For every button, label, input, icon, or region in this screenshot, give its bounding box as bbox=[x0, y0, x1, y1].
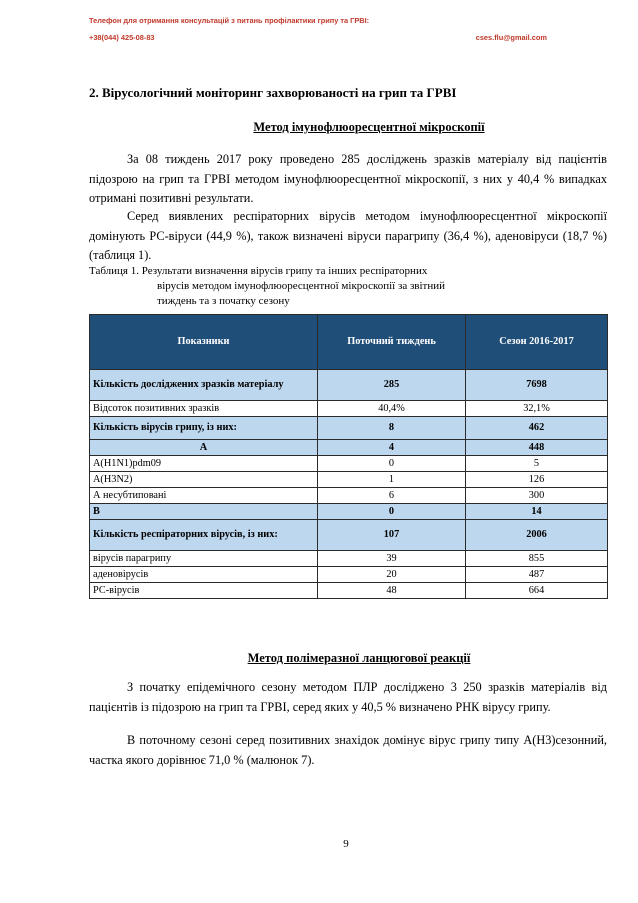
header-season: Сезон 2016-2017 bbox=[466, 315, 608, 370]
row-season: 664 bbox=[466, 583, 608, 599]
row-current: 39 bbox=[318, 551, 466, 567]
header-title: Телефон для отримання консультацій з питань профілактики грипу та ГРВІ: bbox=[89, 16, 370, 25]
row-current: 1 bbox=[318, 472, 466, 488]
table-row bbox=[90, 456, 608, 472]
row-label: вірусів парагрипу bbox=[90, 551, 318, 567]
row-season: 487 bbox=[466, 567, 608, 583]
row-label: Кількість респіраторних вірусів, із них: bbox=[90, 520, 318, 551]
row-current: 4 bbox=[318, 440, 466, 456]
table-row bbox=[90, 551, 608, 567]
row-season: 14 bbox=[466, 504, 608, 520]
table-row bbox=[90, 401, 608, 417]
row-current: 20 bbox=[318, 567, 466, 583]
row-season: 2006 bbox=[466, 520, 608, 551]
table-row bbox=[90, 370, 608, 401]
row-season: 32,1% bbox=[466, 401, 608, 417]
table-caption-line-3: тиждень та з початку сезону bbox=[157, 295, 290, 307]
table-caption bbox=[89, 264, 445, 309]
row-label: В bbox=[90, 504, 318, 520]
row-label: А(H1N1)pdm09 bbox=[90, 456, 318, 472]
section-title: 2. Вірусологічний моніторинг захворюваності на грип та ГРВІ bbox=[89, 85, 457, 100]
method-2-title: Метод полімеразної ланцюгової реакції bbox=[247, 651, 471, 665]
table-caption-line-2: вірусів методом імунофлюоресцентної мікроскопії за звітний bbox=[157, 280, 446, 292]
paragraph-2: Серед виявлених респіраторних вірусів методом імунофлюоресцентної мікроскопії домінують РС-віруси (44,9 %), також визначені віруси парагрипу (36,4 %), аденовіруси (18,7 %) (таблиця 1). bbox=[89, 209, 607, 262]
row-label: аденовірусів bbox=[90, 567, 318, 583]
paragraph-3: З початку епідемічного сезону методом ПЛР досліджено 3 250 зразків матеріалів від пацієнтів із підозрою на грип та ГРВІ, серед яких у 40,5 % визначено РНК вірусу грипу. bbox=[89, 680, 607, 714]
row-current: 40,4% bbox=[318, 401, 466, 417]
table-row bbox=[90, 520, 608, 551]
row-label: А(H3N2) bbox=[90, 472, 318, 488]
row-season: 300 bbox=[466, 488, 608, 504]
table-row bbox=[90, 504, 608, 520]
table-row bbox=[90, 583, 608, 599]
row-season: 855 bbox=[466, 551, 608, 567]
table-row bbox=[90, 472, 608, 488]
row-current: 8 bbox=[318, 417, 466, 440]
table-row bbox=[90, 567, 608, 583]
row-season: 126 bbox=[466, 472, 608, 488]
row-label: Відсоток позитивних зразків bbox=[90, 401, 318, 417]
row-season: 5 bbox=[466, 456, 608, 472]
paragraph-1: За 08 тиждень 2017 року проведено 285 досліджень зразків матеріалу від пацієнтів підозрою на грип та ГРВІ методом імунофлюоресцентної мікроскопії, з них у 40,4 % випадках отримані позитивні результати. bbox=[89, 152, 607, 205]
row-label: РС-вірусів bbox=[90, 583, 318, 599]
table-row bbox=[90, 417, 608, 440]
row-season: 7698 bbox=[466, 370, 608, 401]
table-header-row bbox=[90, 315, 608, 370]
row-season: 448 bbox=[466, 440, 608, 456]
table-row bbox=[90, 440, 608, 456]
row-label: Кількість вірусів грипу, із них: bbox=[90, 417, 318, 440]
row-current: 0 bbox=[318, 504, 466, 520]
row-current: 285 bbox=[318, 370, 466, 401]
paragraph-4: В поточному сезоні серед позитивних знахідок домінує вірус грипу типу А(Н3)сезонний, частка якого дорівнює 71,0 % (малюнок 7). bbox=[89, 733, 607, 767]
page-number: 9 bbox=[343, 838, 349, 850]
row-label: Кількість досліджених зразків матеріалу bbox=[90, 370, 318, 401]
results-table bbox=[89, 314, 608, 599]
row-season: 462 bbox=[466, 417, 608, 440]
method-1-title: Метод імунофлюоресцентної мікроскопії bbox=[253, 120, 485, 134]
table-row bbox=[90, 488, 608, 504]
row-current: 48 bbox=[318, 583, 466, 599]
row-current: 107 bbox=[318, 520, 466, 551]
row-label: А bbox=[90, 440, 318, 456]
header-indicators: Показники bbox=[90, 315, 318, 370]
header-current-week: Поточний тиждень bbox=[318, 315, 466, 370]
row-current: 0 bbox=[318, 456, 466, 472]
header-phone: +38(044) 425-08-83 bbox=[89, 33, 155, 42]
table-caption-line-1: Таблиця 1. Результати визначення вірусів грипу та інших респіраторних bbox=[89, 265, 428, 277]
header-email[interactable]: cses.flu@gmail.com bbox=[475, 33, 547, 42]
row-label: А несубтиповані bbox=[90, 488, 318, 504]
row-current: 6 bbox=[318, 488, 466, 504]
